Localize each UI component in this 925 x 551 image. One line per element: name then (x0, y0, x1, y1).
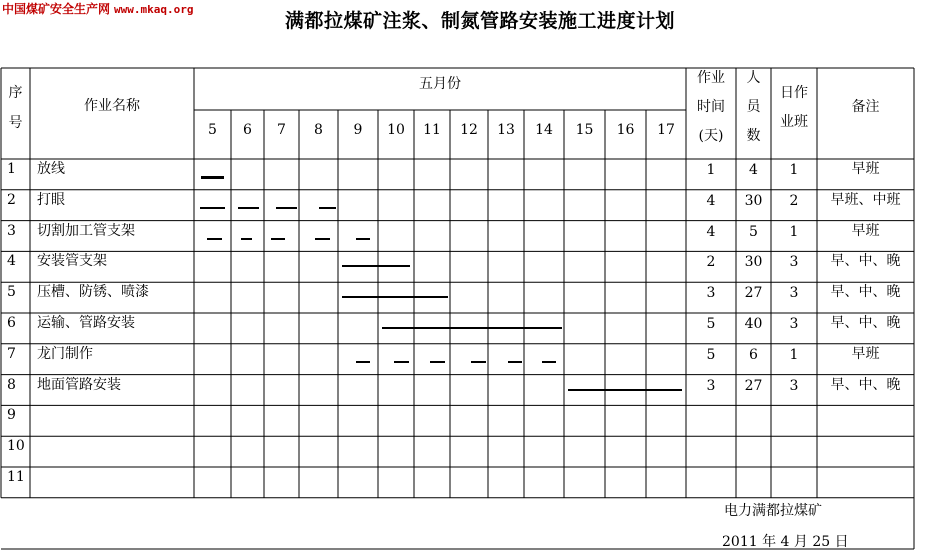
gantt-bar (394, 361, 408, 364)
task-remark: 早、中、晚 (830, 376, 901, 393)
row-number: 9 (7, 407, 16, 424)
gantt-bar (508, 361, 522, 364)
task-people: 6 (749, 346, 758, 363)
gantt-bar (200, 207, 226, 210)
header-seq: 号 (8, 115, 23, 131)
row-number: 6 (7, 315, 16, 331)
header-day: 17 (657, 122, 675, 138)
row-number: 7 (7, 345, 16, 362)
task-shifts: 3 (789, 316, 799, 332)
task-shifts: 1 (789, 162, 799, 178)
row-number: 5 (7, 284, 16, 301)
task-remark: 早班 (851, 345, 880, 362)
gantt-bar (471, 361, 486, 364)
task-remark: 早班 (851, 161, 880, 177)
gantt-bar (356, 238, 370, 241)
task-remark: 早班 (851, 222, 880, 239)
gantt-bar (241, 238, 253, 241)
gantt-bar (356, 361, 370, 364)
header-day: 14 (535, 122, 553, 138)
row-number: 1 (7, 161, 16, 177)
task-duration: 3 (706, 377, 716, 394)
header-day: 9 (353, 122, 363, 138)
task-name: 地面管路安装 (37, 376, 121, 393)
header-shifts: 业班 (780, 114, 808, 130)
header-day: 8 (314, 122, 323, 138)
task-remark: 早、中、晚 (830, 253, 901, 270)
task-shifts: 3 (789, 285, 799, 302)
task-duration: 4 (706, 192, 716, 209)
task-duration: 2 (706, 254, 716, 271)
gantt-bar (271, 238, 285, 241)
task-people: 4 (749, 162, 758, 178)
header-duration: 时间 (697, 99, 725, 115)
task-people: 27 (744, 285, 763, 302)
row-number: 8 (7, 376, 16, 393)
task-duration: 5 (706, 346, 716, 363)
row-number: 11 (7, 469, 25, 485)
gantt-bar (207, 238, 222, 241)
task-name: 安装管支架 (37, 253, 107, 270)
gantt-bar (568, 389, 682, 391)
gantt-bar (319, 207, 337, 210)
gantt-bar (276, 207, 297, 210)
header-duration: 作业 (697, 70, 725, 86)
header-people: 数 (746, 128, 761, 144)
task-people: 5 (749, 223, 758, 240)
task-shifts: 2 (789, 192, 799, 209)
task-name: 打眼 (37, 191, 65, 208)
page-title: 满都拉煤矿注浆、制氮管路安装施工进度计划 (284, 10, 675, 32)
gantt-bar (238, 207, 259, 210)
header-duration: (天) (698, 128, 724, 144)
row-number: 4 (7, 253, 16, 270)
task-name: 放线 (37, 161, 65, 177)
header-day: 12 (460, 122, 478, 138)
task-duration: 3 (706, 285, 716, 302)
header-shifts: 日作 (780, 85, 808, 101)
header-month: 五月份 (419, 76, 461, 92)
task-shifts: 1 (789, 346, 799, 363)
task-name: 龙门制作 (37, 345, 93, 362)
row-number: 3 (7, 222, 16, 239)
task-people: 40 (744, 316, 763, 332)
task-shifts: 3 (789, 254, 799, 271)
header-people: 员 (746, 99, 761, 115)
header-day: 10 (387, 122, 405, 138)
task-remark: 早、中、晚 (830, 284, 901, 301)
header-day: 6 (243, 122, 252, 138)
header-day: 5 (208, 122, 217, 138)
header-day: 16 (616, 122, 635, 138)
task-duration: 4 (706, 223, 716, 240)
gantt-bar (315, 238, 331, 241)
task-people: 30 (744, 254, 763, 271)
gantt-bar (342, 265, 410, 267)
footer-date: 2011 年 4 月 25 日 (722, 534, 849, 550)
row-number: 2 (7, 191, 16, 208)
task-name: 运输、管路安装 (37, 315, 135, 331)
task-people: 30 (744, 192, 763, 209)
row-number: 10 (7, 438, 25, 455)
task-duration: 5 (706, 316, 716, 332)
watermark-url: www.mkaq.org (114, 3, 194, 16)
header-day: 11 (423, 122, 441, 138)
gantt-bar (201, 176, 223, 179)
watermark-site: 中国煤矿安全生产网 (2, 2, 111, 16)
task-name: 切割加工管支架 (37, 222, 135, 239)
header-people: 人 (746, 70, 761, 86)
header-day: 7 (277, 122, 286, 138)
task-people: 27 (744, 377, 763, 394)
task-shifts: 1 (789, 223, 799, 240)
header-task-name: 作业名称 (84, 98, 140, 114)
footer-organization: 电力满都拉煤矿 (724, 503, 822, 519)
task-name: 压槽、防锈、喷漆 (37, 284, 149, 301)
header-remark: 备注 (851, 99, 880, 115)
gantt-bar (430, 361, 444, 364)
task-shifts: 3 (789, 377, 799, 394)
task-duration: 1 (706, 162, 716, 178)
task-remark: 早班、中班 (830, 191, 901, 208)
header-day: 13 (497, 122, 515, 138)
gantt-bar (542, 361, 556, 364)
gantt-bar (382, 327, 562, 329)
header-day: 15 (575, 122, 594, 138)
gantt-bar (342, 296, 448, 298)
header-seq: 序 (8, 85, 23, 101)
task-remark: 早、中、晚 (830, 315, 901, 331)
